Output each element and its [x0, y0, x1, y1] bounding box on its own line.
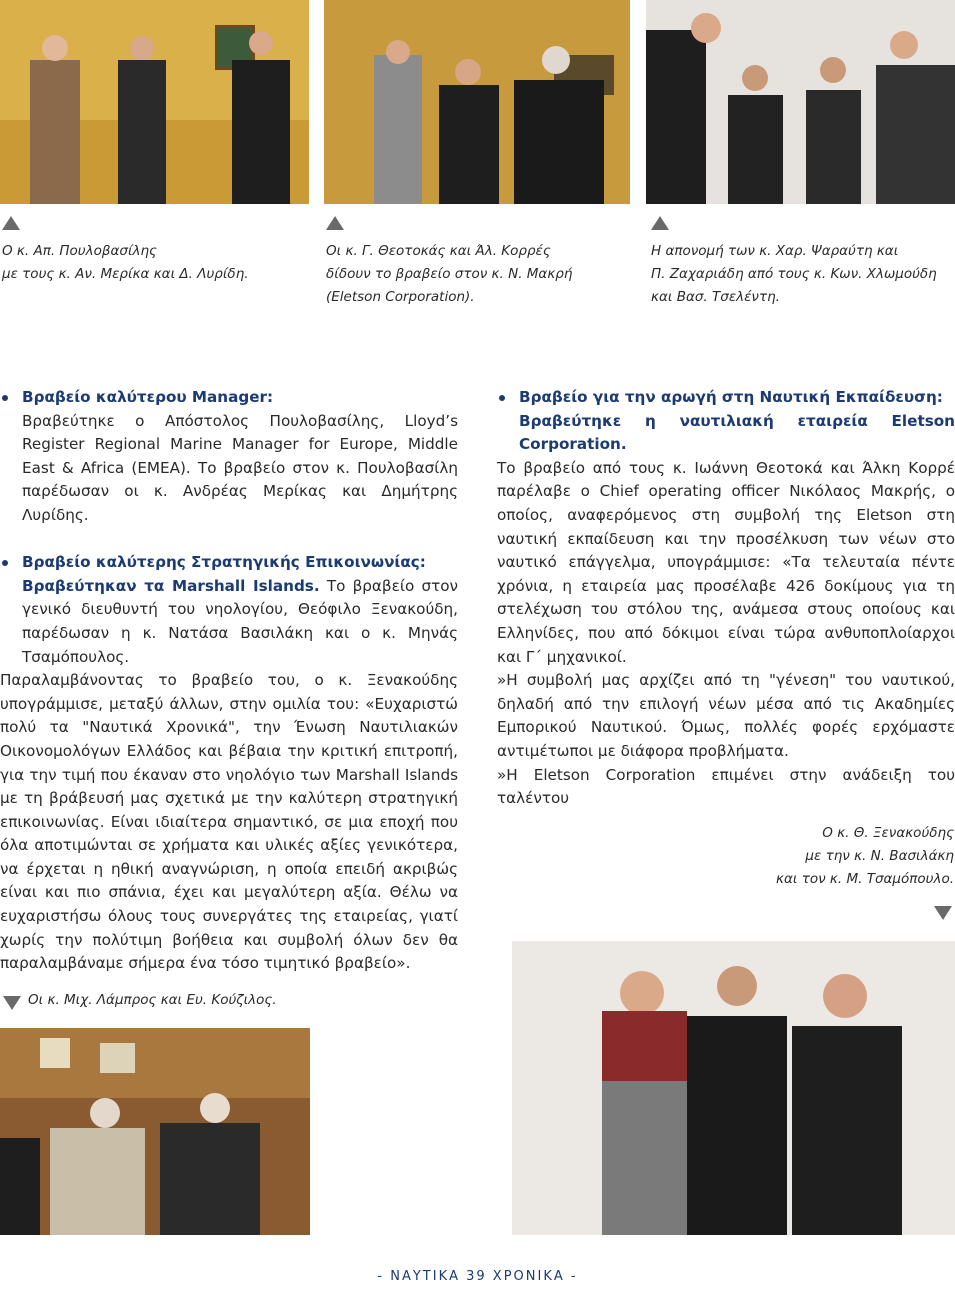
- speech-paragraph: Παραλαμβάνοντας το βραβείο του, ο κ. Ξενακούδης υπογράμμισε, μεταξύ άλλων, στην ομιλία του: «Ευχαριστώ πολύ τα "Ναυτικά Χρονικά", την Ένωση Ναυτιλιακών Οικονομολόγων Ελλάδος και βέβαια την κριτική επιτροπή, για την τιμή που έκαναν στο νηολόγιο των Marshall Islands με τη βράβευσή μας σχετικά με την καλύτερη στρατηγική επικοινωνίας. Είναι ιδιαίτερα σημαντικό, σε μια εποχή που όλα αποτιμώνται σε χρήματα και υλικές αξίες γενικότερα, να έρχεται η ηθική αναγνώριση, η οποία επειδή ακριβώς είναι και πιο σπάνια, έχει και μεγαλύτερη αξία. Θέλω να ευχαριστήσω όλους τους συνεργάτες της εταιρείας, γιατί χωρίς την πολύτιμη βοήθεια και συμβολή όλων δεν θα παραλαμβάναμε σήμερα ένα τόσο τιμητικό βραβείο».: [0, 671, 458, 973]
- section-heading: Βραβείο καλύτερου Manager:: [22, 388, 274, 406]
- section-best-communication: [0, 551, 458, 669]
- photo-lampros-kouzilos: [0, 1028, 310, 1235]
- section-subheading: Βραβεύτηκε η ναυτιλιακή εταιρεία Eletson Corporation.: [519, 411, 955, 454]
- caption-line: με την κ. Ν. Βασιλάκη: [805, 848, 954, 864]
- section-text: »Η συμβολή μας αρχίζει από τη "γένεση" του ναυτικού, δηλαδή από την επιλογή νέων μέσα από τις Ακαδημίες Εμπορικού Ναυτικού. Όμως, πολλές φορές ερχόμαστε αντιμέτωποι με διάφορα προβλήματα.: [497, 671, 955, 760]
- caption-line: (Eletson Corporation).: [326, 289, 475, 305]
- caption-line: Π. Ζαχαριάδη από τους κ. Κων. Χλωμούδη: [651, 266, 937, 282]
- photo-eletson-award: [324, 0, 630, 204]
- bullet-icon: [2, 395, 8, 401]
- caption-arrow-icon: [651, 216, 669, 230]
- caption-line: και τον κ. Μ. Τσαμόπουλο.: [776, 871, 954, 887]
- section-text: Το βραβείο στον γενικό διευθυντή του νηολογίου, Θεόφιλο Ξενακούδη, παρέδωσαν η κ. Νατάσα Βασιλάκη και ο κ. Μηνάς Τσαμόπουλος.: [22, 576, 459, 666]
- caption-arrow-icon: [2, 216, 20, 230]
- right-column: [497, 386, 955, 811]
- caption-arrow-icon: [934, 906, 952, 920]
- section-naval-education: [497, 386, 955, 457]
- caption-arrow-icon: [3, 996, 21, 1010]
- caption-line: δίδουν το βραβείο στον κ. Ν. Μακρή: [326, 266, 573, 282]
- photo-poulovasilis: [0, 0, 309, 204]
- caption-2: [326, 240, 572, 309]
- caption-line: Ο κ. Θ. Ξενακούδης: [822, 825, 954, 841]
- caption-5: [28, 989, 277, 1012]
- caption-arrow-icon: [326, 216, 344, 230]
- caption-line: Οι κ. Μιχ. Λάμπρος και Ευ. Κούζιλος.: [28, 992, 277, 1008]
- bullet-icon: [2, 560, 8, 566]
- caption-line: και Βασ. Τσελέντη.: [651, 289, 780, 305]
- caption-line: Ο κ. Απ. Πουλοβασίλης: [2, 243, 157, 259]
- caption-line: Οι κ. Γ. Θεοτοκάς και Άλ. Κορρές: [326, 243, 551, 259]
- photo-xenakoudis: [512, 941, 955, 1235]
- caption-1: [2, 240, 249, 286]
- section-text: »Η Eletson Corporation επιμένει στην ανάδειξη του ταλέντου: [497, 765, 955, 808]
- caption-4: [655, 822, 954, 891]
- section-heading: Βραβείο καλύτερης Στρατηγικής Επικοινωνίας:: [22, 553, 426, 572]
- section-text: Βραβεύτηκε ο Απόστολος Πουλοβασίλης, Lloyd’s Register Regional Marine Manager for Europe, Middle East & Africa (EMEA). Το βραβείο στον κ. Πουλοβασίλη παρέδωσαν οι κ. Ανδρέας Μερίκας και Δημήτρης Λυρίδης.: [22, 411, 458, 524]
- caption-line: Η απονομή των κ. Χαρ. Ψαραύτη και: [651, 243, 899, 259]
- photo-psaraftis-award: [646, 0, 955, 204]
- caption-3: [651, 240, 937, 309]
- section-subheading: Βραβεύτηκαν τα Marshall Islands.: [22, 576, 320, 595]
- page-footer: - ΝΑΥΤΙΚΑ 39 ΧΡΟΝΙΚΑ -: [377, 1269, 578, 1284]
- left-column: [0, 386, 458, 976]
- section-text: Το βραβείο από τους κ. Ιωάννη Θεοτοκά και Άλκη Κορρέ παρέλαβε ο Chief operating officer Νικόλαος Μακρής, ο οποίος, αναφερόμενος στη συμβολή της Eletson στη ναυτική εκπαίδευση και την προσέλκυση των νέων στο ναυτικό επάγγελμα, υπογράμμισε: «Τα τελευταία πέντε χρόνια, η εταιρεία μας προσέλαβε 426 δοκίμους για τη στελέχωση του στόλου της, ανάμεσα στους οποίους και Ελληνίδες, που από δόκιμοι είναι τώρα ανθυποπλοίαρχοι και Γ΄ μηχανικοί.: [497, 458, 955, 666]
- bullet-icon: [499, 395, 505, 401]
- caption-line: με τους κ. Αν. Μερίκα και Δ. Λυρίδη.: [2, 266, 249, 282]
- section-heading: Βραβείο για την αρωγή στη Ναυτική Εκπαίδευση:: [519, 388, 943, 406]
- section-best-manager: [0, 386, 458, 528]
